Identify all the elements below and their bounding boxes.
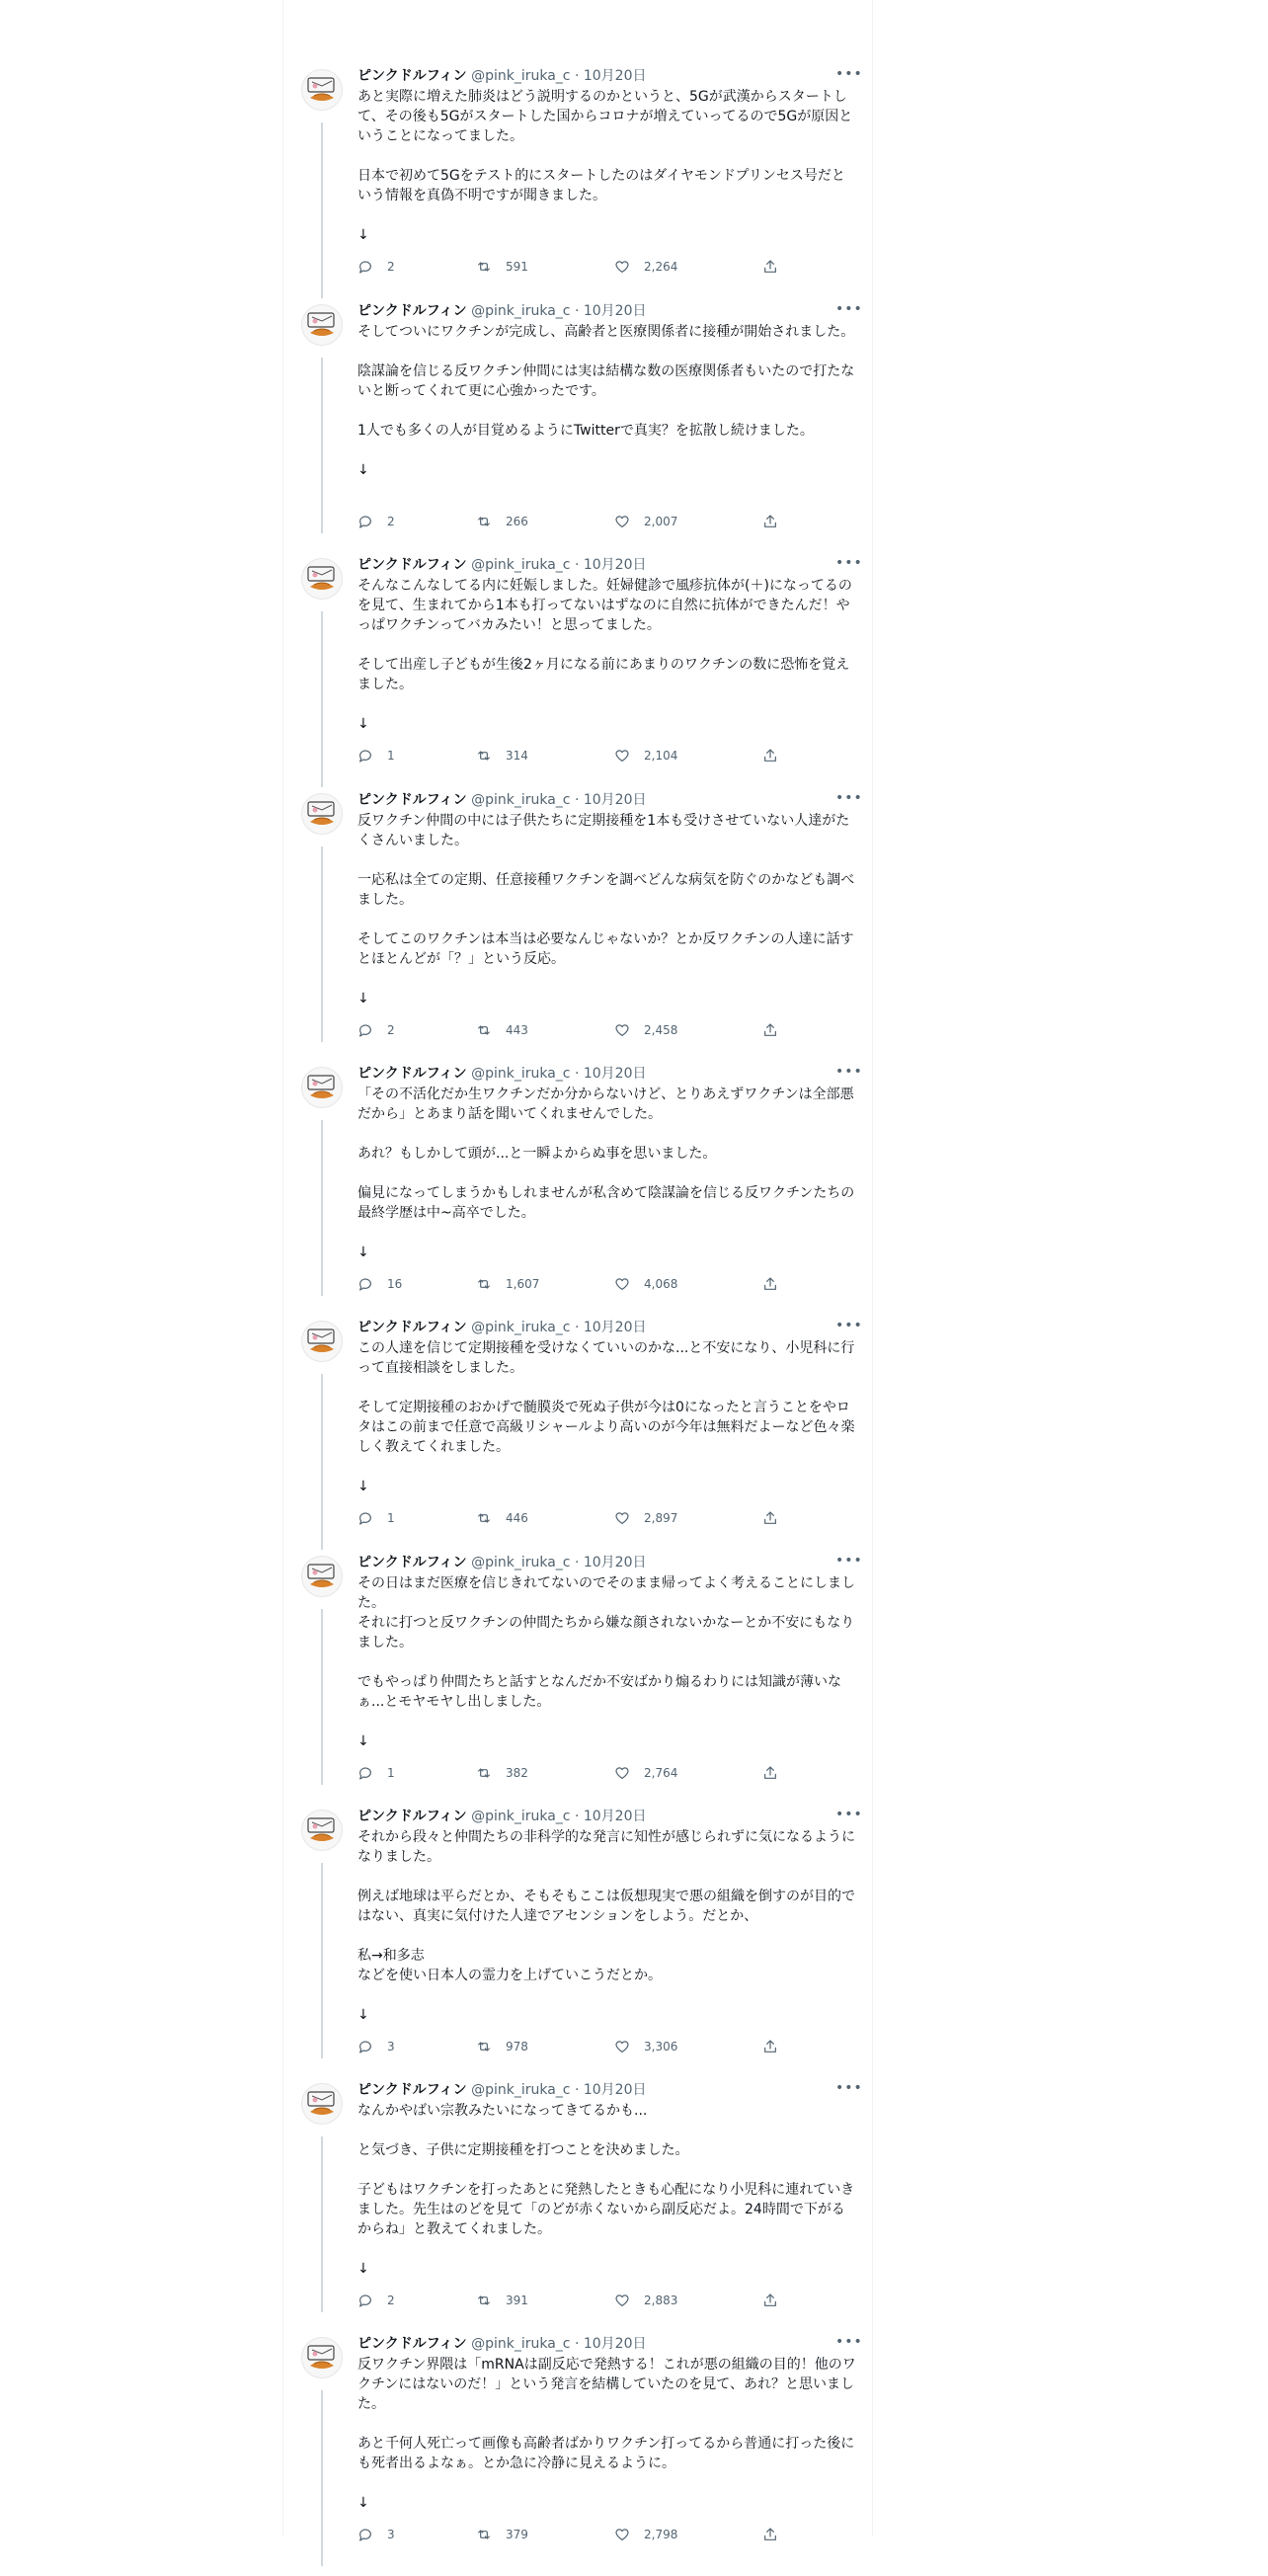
thread-connector-line (321, 611, 323, 787)
tweet-header (357, 2334, 863, 2353)
tweet-actions (357, 1274, 772, 1294)
reply-button[interactable] (357, 1763, 466, 1783)
like-button[interactable] (614, 1020, 723, 1040)
thread-connector-line (321, 1120, 323, 1296)
like-button[interactable] (614, 2037, 723, 2056)
author-handle[interactable]: @pink_iruka_c (471, 2336, 571, 2352)
author-name[interactable]: ピンクドルフィン (357, 1320, 467, 1335)
retweet-button[interactable] (476, 1763, 585, 1783)
tweet-header (357, 2080, 863, 2099)
more-icon[interactable]: ••• (835, 301, 863, 317)
separator-dot: · (574, 68, 580, 84)
retweet-count: 443 (506, 1023, 528, 1037)
separator-dot: · (574, 2082, 580, 2098)
like-button[interactable] (614, 512, 723, 531)
retweet-button[interactable] (476, 2291, 585, 2310)
author-handle[interactable]: @pink_iruka_c (471, 1066, 571, 1082)
avatar[interactable] (301, 793, 343, 835)
tweet-header (357, 1064, 863, 1083)
retweet-count: 382 (506, 1766, 528, 1780)
reply-count: 1 (387, 749, 395, 763)
avatar[interactable] (301, 2083, 343, 2125)
share-button[interactable] (762, 1020, 782, 1040)
tweet[interactable] (282, 1548, 873, 1795)
retweet-button[interactable] (476, 2037, 585, 2056)
retweet-button[interactable] (476, 2525, 585, 2544)
tweet-text: そんなこんなしてる内に妊娠しました。妊婦健診で風疹抗体が(＋)になってるのを見て、生まれてから1本も打ってないはずなのに自然に抗体ができたんだ！やっぱワクチンってバカみたい！と思ってました。 そして出産し子どもが生後2ヶ月になる前にあまりのワクチンの数に恐怖を覚えました。 ↓ (357, 578, 852, 732)
retweet-count: 591 (506, 260, 528, 274)
like-count: 2,104 (644, 749, 678, 763)
reply-button[interactable] (357, 1508, 466, 1528)
thread-connector-line (321, 2136, 323, 2312)
tweet[interactable] (282, 1059, 873, 1306)
reply-count: 3 (387, 2040, 395, 2053)
share-button[interactable] (762, 2291, 782, 2310)
tweet-date[interactable]: 10月20日 (583, 1066, 647, 1082)
tweet-date[interactable]: 10月20日 (583, 1555, 647, 1570)
reply-button[interactable] (357, 2291, 466, 2310)
tweet[interactable] (282, 2075, 873, 2322)
more-icon[interactable]: ••• (835, 2334, 863, 2350)
more-icon[interactable]: ••• (835, 66, 863, 82)
share-button[interactable] (762, 2037, 782, 2056)
more-icon[interactable]: ••• (835, 1318, 863, 1333)
tweet-text: この人達を信じて定期接種を受けなくていいのかな...と不安になり、小児科に行って直接相談をしました。 そして定期接種のおかげで髄膜炎で死ぬ子供が今は0になったと言うことをやロタはこの前まで任意で高級リシャールより高いのが今年は無料だよーなど色々楽しく教えてくれました。 ↓ (357, 1340, 855, 1494)
share-button[interactable] (762, 1274, 782, 1294)
reply-button[interactable] (357, 2037, 466, 2056)
more-icon[interactable]: ••• (835, 1064, 863, 1080)
separator-dot: · (574, 1555, 580, 1570)
share-button[interactable] (762, 257, 782, 277)
avatar[interactable] (301, 2337, 343, 2378)
separator-dot: · (574, 792, 580, 808)
avatar[interactable] (301, 1810, 343, 1851)
author-handle[interactable]: @pink_iruka_c (471, 557, 571, 573)
tweet-text: そしてついにワクチンが完成し、高齢者と医療関係者に接種が開始されました。 陰謀論を信じる反ワクチン仲間には実は結構な数の医療関係者もいたので打たないと断ってくれて更に心強かったです。 1人でも多くの人が目覚めるようにTwitterで真実？を拡散し続けました。 ↓ (357, 324, 855, 478)
avatar[interactable] (301, 1321, 343, 1362)
separator-dot: · (574, 303, 580, 319)
tweet-date[interactable]: 10月20日 (583, 68, 647, 84)
reply-button[interactable] (357, 257, 466, 277)
like-count: 2,798 (644, 2528, 678, 2541)
reply-count: 1 (387, 1766, 395, 1780)
share-button[interactable] (762, 1508, 782, 1528)
retweet-count: 446 (506, 1511, 528, 1525)
reply-count: 16 (387, 1277, 403, 1291)
author-name[interactable]: ピンクドルフィン (357, 303, 467, 319)
author-handle[interactable]: @pink_iruka_c (471, 2082, 571, 2098)
thread-connector-line (321, 1374, 323, 1550)
thread-connector-line (321, 1863, 323, 2058)
tweet-actions (357, 1508, 772, 1528)
retweet-button[interactable] (476, 1274, 585, 1294)
author-handle[interactable]: @pink_iruka_c (471, 303, 571, 319)
like-count: 2,264 (644, 260, 678, 274)
retweet-count: 379 (506, 2528, 528, 2541)
author-name[interactable]: ピンクドルフィン (357, 1555, 467, 1570)
tweet-actions (357, 512, 772, 531)
retweet-count: 314 (506, 749, 528, 763)
like-count: 3,306 (644, 2040, 678, 2053)
retweet-count: 1,607 (506, 1277, 540, 1291)
tweet-actions (357, 1763, 772, 1783)
share-button[interactable] (762, 2525, 782, 2544)
tweet-date[interactable]: 10月20日 (583, 792, 647, 808)
tweet-date[interactable]: 10月20日 (583, 1320, 647, 1335)
more-icon[interactable]: ••• (835, 790, 863, 806)
more-icon[interactable]: ••• (835, 1553, 863, 1569)
tweet-date[interactable]: 10月20日 (583, 303, 647, 319)
tweet-actions (357, 2037, 772, 2056)
reply-button[interactable] (357, 1274, 466, 1294)
tweet-text: あと実際に増えた肺炎はどう説明するのかというと、5Gが武漢からスタートして、その後も5Gがスタートした国からコロナが増えていってるので5Gが原因ということになってました。 日本で初めて5Gをテスト的にスタートしたのはダイヤモンドプリンセス号だという情報を真偽不明ですが聞きました。 ↓ (357, 89, 853, 243)
retweet-count: 266 (506, 515, 528, 528)
retweet-count: 978 (506, 2040, 528, 2053)
tweet-date[interactable]: 10月20日 (583, 1809, 647, 1824)
tweet-text: 反ワクチン仲間の中には子供たちに定期接種を1本も受けさせていない人達がたくさんいました。 一応私は全ての定期、任意接種ワクチンを調べどんな病気を防ぐのかなども調べました。 そしてこのワクチンは本当は必要なんじゃないか？とか反ワクチンの人達に話すとほとんどが「？」という反応。 ↓ (357, 813, 855, 1006)
separator-dot: · (574, 1320, 580, 1335)
tweet-text: なんかやばい宗教みたいになってきてるかも... と気づき、子供に定期接種を打つことを決めました。 子どもはワクチンを打ったあとに発熱したときも心配になり小児科に連れていきました。先生はのどを見て「のどが赤くないから副反応だよ。24時間で下がるからね」と教えてくれました。 ↓ (357, 2103, 855, 2277)
thread-connector-line (321, 122, 323, 298)
tweet-text: それから段々と仲間たちの非科学的な発言に知性が感じられずに気になるようになりました。 例えば地球は平らだとか、そもそもここは仮想現実で悪の組織を倒すのが目的ではない、真実に気付けた人達でアセンションをしよう。だとか、 私→和多志 などを使い日本人の霊力を上げていこうだとか。 ↓ (357, 1829, 855, 2023)
share-button[interactable] (762, 746, 782, 765)
more-icon[interactable]: ••• (835, 555, 863, 571)
thread-connector-line (321, 1609, 323, 1785)
like-count: 2,458 (644, 1023, 678, 1037)
tweet-header (357, 1807, 863, 1825)
reply-count: 2 (387, 260, 395, 274)
author-handle[interactable]: @pink_iruka_c (471, 1809, 571, 1824)
retweet-button[interactable] (476, 257, 585, 277)
tweet[interactable] (282, 1802, 873, 2068)
retweet-button[interactable] (476, 746, 585, 765)
tweet-header (357, 790, 863, 809)
tweet-date[interactable]: 10月20日 (583, 2082, 647, 2098)
avatar[interactable] (301, 304, 343, 346)
author-name[interactable]: ピンクドルフィン (357, 2336, 467, 2352)
separator-dot: · (574, 2336, 580, 2352)
author-name[interactable]: ピンクドルフィン (357, 1809, 467, 1824)
thread-connector-line (321, 358, 323, 533)
avatar[interactable] (301, 69, 343, 111)
separator-dot: · (574, 1066, 580, 1082)
author-handle[interactable]: @pink_iruka_c (471, 1555, 571, 1570)
like-button[interactable] (614, 2525, 723, 2544)
like-count: 2,883 (644, 2294, 678, 2307)
reply-count: 1 (387, 1511, 395, 1525)
tweet[interactable] (282, 61, 873, 308)
author-name[interactable]: ピンクドルフィン (357, 792, 467, 808)
tweet-header (357, 1553, 863, 1571)
thread-connector-line (321, 2390, 323, 2566)
author-handle[interactable]: @pink_iruka_c (471, 792, 571, 808)
share-button[interactable] (762, 1763, 782, 1783)
tweet-actions (357, 2291, 772, 2310)
more-icon[interactable]: ••• (835, 1807, 863, 1822)
tweet[interactable] (282, 1313, 873, 1560)
like-count: 2,897 (644, 1511, 678, 1525)
like-button[interactable] (614, 1508, 723, 1528)
tweet-header (357, 301, 863, 320)
more-icon[interactable]: ••• (835, 2080, 863, 2096)
tweet[interactable] (282, 785, 873, 1052)
tweet[interactable] (282, 550, 873, 797)
like-count: 2,007 (644, 515, 678, 528)
like-count: 2,764 (644, 1766, 678, 1780)
tweet-header (357, 555, 863, 574)
tweet-text: 「その不活化だか生ワクチンだか分からないけど、とりあえずワクチンは全部悪だから」とあまり話を聞いてくれませんでした。 あれ？もしかして頭が...と一瞬よからぬ事を思いました。 偏見になってしまうかもしれませんが私含めて陰謀論を信じる反ワクチンたちの最終学歴は中~高卒でした。 ↓ (357, 1087, 855, 1260)
retweet-count: 391 (506, 2294, 528, 2307)
like-count: 4,068 (644, 1277, 678, 1291)
retweet-button[interactable] (476, 512, 585, 531)
tweet-actions (357, 746, 772, 765)
separator-dot: · (574, 557, 580, 573)
retweet-button[interactable] (476, 1508, 585, 1528)
avatar[interactable] (301, 558, 343, 600)
tweet-text: その日はまだ医療を信じきれてないのでそのまま帰ってよく考えることにしました。 それに打つと反ワクチンの仲間たちから嫌な顔されないかなーとか不安にもなりました。 でもやっぱり仲間たちと話すとなんだか不安ばかり煽るわりには知識が薄いなぁ...とモヤモヤし出しました。 ↓ (357, 1575, 855, 1749)
reply-button[interactable] (357, 512, 466, 531)
reply-count: 2 (387, 2294, 395, 2307)
avatar[interactable] (301, 1067, 343, 1108)
share-button[interactable] (762, 512, 782, 531)
like-button[interactable] (614, 2291, 723, 2310)
tweet-actions (357, 1020, 772, 1040)
tweet-actions (357, 257, 772, 277)
like-button[interactable] (614, 1763, 723, 1783)
thread-connector-line (321, 846, 323, 1042)
like-button[interactable] (614, 746, 723, 765)
author-name[interactable]: ピンクドルフィン (357, 557, 467, 573)
retweet-button[interactable] (476, 1020, 585, 1040)
tweet-date[interactable]: 10月20日 (583, 557, 647, 573)
tweet-actions (357, 2525, 772, 2544)
reply-button[interactable] (357, 1020, 466, 1040)
author-name[interactable]: ピンクドルフィン (357, 68, 467, 84)
like-button[interactable] (614, 257, 723, 277)
tweet-date[interactable]: 10月20日 (583, 2336, 647, 2352)
reply-count: 3 (387, 2528, 395, 2541)
author-name[interactable]: ピンクドルフィン (357, 1066, 467, 1082)
author-handle[interactable]: @pink_iruka_c (471, 1320, 571, 1335)
tweet[interactable] (282, 296, 873, 543)
reply-count: 2 (387, 1023, 395, 1037)
author-handle[interactable]: @pink_iruka_c (471, 68, 571, 84)
reply-button[interactable] (357, 746, 466, 765)
separator-dot: · (574, 1809, 580, 1824)
avatar[interactable] (301, 1556, 343, 1597)
tweet-header (357, 1318, 863, 1336)
tweet[interactable] (282, 2329, 873, 2576)
author-name[interactable]: ピンクドルフィン (357, 2082, 467, 2098)
tweet-text: 反ワクチン界隈は「mRNAは副反応で発熱する！これが悪の組織の目的！他のワクチンにはないのだ！」という発言を結構していたのを見て、あれ？と思いました。 あと千何人死亡って画像も高齢者ばかりワクチン打ってるから普通に打った後にも死者出るよなぁ。とか急に冷静に見えるように。 ↓ (357, 2357, 856, 2511)
reply-button[interactable] (357, 2525, 466, 2544)
reply-count: 2 (387, 515, 395, 528)
like-button[interactable] (614, 1274, 723, 1294)
tweet-header (357, 66, 863, 85)
